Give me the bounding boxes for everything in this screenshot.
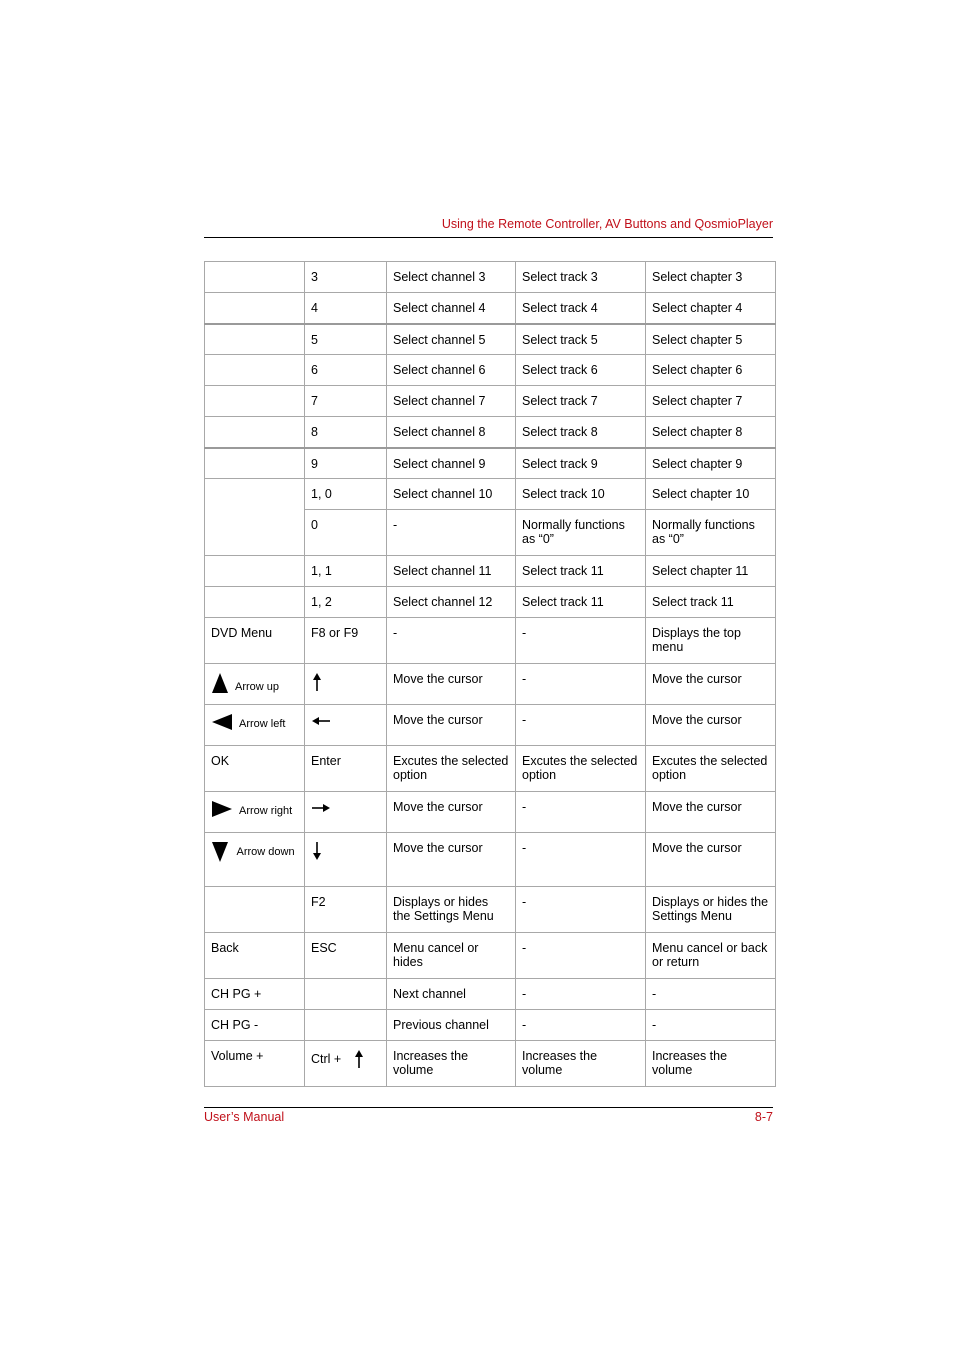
dvd-function-cell: Select chapter 7: [646, 386, 776, 417]
pc-key-cell: 8: [305, 417, 387, 448]
cd-function-cell: Select track 4: [516, 293, 646, 324]
dvd-function-cell: Move the cursor: [646, 792, 776, 833]
cd-function-cell: Select track 9: [516, 448, 646, 479]
pc-key-cell: 1, 0: [305, 479, 387, 510]
remote-button-cell: [205, 324, 305, 355]
pc-key-cell: 9: [305, 448, 387, 479]
remote-button-cell: OK: [205, 746, 305, 792]
pc-key-cell: 7: [305, 386, 387, 417]
tv-function-cell: Select channel 3: [387, 262, 516, 293]
dvd-function-cell: Move the cursor: [646, 833, 776, 887]
dvd-function-cell: Normally functions as “0”: [646, 510, 776, 556]
triangle-left-icon: [211, 713, 233, 731]
cd-function-cell: Select track 5: [516, 324, 646, 355]
remote-button-cell: [205, 355, 305, 386]
footer-manual-title: User’s Manual: [204, 1110, 285, 1124]
table-row: [205, 448, 776, 479]
tv-function-cell: Move the cursor: [387, 792, 516, 833]
dvd-function-cell: Select chapter 8: [646, 417, 776, 448]
cd-function-cell: Select track 3: [516, 262, 646, 293]
tv-function-cell: Select channel 11: [387, 556, 516, 587]
pc-key-cell: 3: [305, 262, 387, 293]
cd-function-cell: Select track 10: [516, 479, 646, 510]
table-row: [205, 1041, 776, 1087]
remote-button-cell: [205, 448, 305, 479]
tv-function-cell: Increases the volume: [387, 1041, 516, 1087]
cd-function-cell: -: [516, 705, 646, 746]
remote-button-cell: [205, 664, 305, 705]
remote-button-label: Arrow down: [236, 846, 295, 859]
cd-function-cell: Normally functions as “0”: [516, 510, 646, 556]
tv-function-cell: Select channel 6: [387, 355, 516, 386]
dvd-function-cell: Select chapter 9: [646, 448, 776, 479]
remote-button-cell: CH PG +: [205, 979, 305, 1010]
dvd-function-cell: Increases the volume: [646, 1041, 776, 1087]
cd-function-cell: -: [516, 933, 646, 979]
dvd-function-cell: Select chapter 3: [646, 262, 776, 293]
remote-button-cell: [205, 262, 305, 293]
tv-function-cell: Select channel 12: [387, 587, 516, 618]
cd-function-cell: Select track 11: [516, 587, 646, 618]
tv-function-cell: Select channel 5: [387, 324, 516, 355]
table-row: [205, 262, 776, 293]
tv-function-cell: Excutes the selected option: [387, 746, 516, 792]
remote-button-cell: [205, 792, 305, 833]
dvd-function-cell: -: [646, 979, 776, 1010]
remote-button-cell: [205, 833, 305, 887]
table-row: [205, 293, 776, 324]
table-row: [205, 933, 776, 979]
remote-button-label: Arrow right: [239, 805, 293, 817]
dvd-function-cell: Menu cancel or back or return: [646, 933, 776, 979]
table-row: [205, 979, 776, 1010]
remote-button-cell: [205, 887, 305, 933]
dvd-function-cell: Select chapter 10: [646, 479, 776, 510]
table-row: [205, 833, 776, 887]
remote-button-cell: DVD Menu: [205, 618, 305, 664]
pc-key-cell: 1, 2: [305, 587, 387, 618]
tv-function-cell: Select channel 4: [387, 293, 516, 324]
dvd-function-cell: Excutes the selected option: [646, 746, 776, 792]
table-row: [205, 618, 776, 664]
arrow-down-icon: [311, 841, 323, 861]
footer-rule: [204, 1107, 773, 1108]
pc-key-cell: [305, 792, 387, 833]
cd-function-cell: Excutes the selected option: [516, 746, 646, 792]
remote-button-cell: [205, 587, 305, 618]
tv-function-cell: Displays or hides the Settings Menu: [387, 887, 516, 933]
arrow-up-icon: [311, 672, 323, 692]
pc-key-cell: 6: [305, 355, 387, 386]
pc-key-cell: ESC: [305, 933, 387, 979]
triangle-up-icon: [211, 672, 229, 694]
dvd-function-cell: Select chapter 5: [646, 324, 776, 355]
cd-function-cell: -: [516, 887, 646, 933]
cd-function-cell: Select track 6: [516, 355, 646, 386]
table-row: [205, 705, 776, 746]
header-rule: [204, 237, 773, 238]
cd-function-cell: -: [516, 1010, 646, 1041]
table-row: [205, 792, 776, 833]
pc-key-cell: [305, 979, 387, 1010]
tv-function-cell: Select channel 8: [387, 417, 516, 448]
tv-function-cell: Move the cursor: [387, 705, 516, 746]
pc-key-cell: F2: [305, 887, 387, 933]
dvd-function-cell: Move the cursor: [646, 664, 776, 705]
table-row: [205, 386, 776, 417]
table-row: [205, 324, 776, 355]
dvd-function-cell: Select chapter 4: [646, 293, 776, 324]
pc-key-cell: 0: [305, 510, 387, 556]
table-row: [205, 479, 776, 510]
cd-function-cell: -: [516, 792, 646, 833]
tv-function-cell: Select channel 7: [387, 386, 516, 417]
tv-function-cell: -: [387, 618, 516, 664]
remote-button-cell: Back: [205, 933, 305, 979]
table-row: [205, 417, 776, 448]
tv-function-cell: Move the cursor: [387, 664, 516, 705]
remote-button-cell: Volume +: [205, 1041, 305, 1087]
table-row: [205, 887, 776, 933]
dvd-function-cell: Move the cursor: [646, 705, 776, 746]
tv-function-cell: -: [387, 510, 516, 556]
cd-function-cell: -: [516, 664, 646, 705]
pc-key-cell: Enter: [305, 746, 387, 792]
cd-function-cell: Select track 7: [516, 386, 646, 417]
cd-function-cell: -: [516, 618, 646, 664]
remote-button-label: Arrow up: [235, 681, 280, 693]
tv-function-cell: Next channel: [387, 979, 516, 1010]
dvd-function-cell: -: [646, 1010, 776, 1041]
tv-function-cell: Select channel 10: [387, 479, 516, 510]
triangle-right-icon: [211, 800, 233, 818]
table-row: [205, 746, 776, 792]
arrow-left-icon: [311, 715, 331, 727]
arrow-up-icon: [353, 1049, 365, 1069]
cd-function-cell: Select track 11: [516, 556, 646, 587]
table-row: [205, 556, 776, 587]
pc-key-cell: [305, 833, 387, 887]
cd-function-cell: -: [516, 833, 646, 887]
remote-button-cell: CH PG -: [205, 1010, 305, 1041]
table-row: [205, 355, 776, 386]
remote-button-cell: [205, 386, 305, 417]
triangle-down-icon: [211, 841, 229, 863]
cd-function-cell: -: [516, 979, 646, 1010]
tv-function-cell: Move the cursor: [387, 833, 516, 887]
remote-button-cell: [205, 293, 305, 324]
pc-key-cell: [305, 664, 387, 705]
arrow-right-icon: [311, 802, 331, 814]
tv-function-cell: Select channel 9: [387, 448, 516, 479]
remote-key-table: [204, 261, 776, 1087]
dvd-function-cell: Displays or hides the Settings Menu: [646, 887, 776, 933]
pc-key-label: Ctrl +: [311, 1052, 342, 1066]
page-header-title: Using the Remote Controller, AV Buttons and QosmioPlayer: [441, 217, 773, 231]
remote-button-cell: [205, 556, 305, 587]
remote-button-cell: [205, 705, 305, 746]
pc-key-cell: [305, 1010, 387, 1041]
pc-key-cell: 4: [305, 293, 387, 324]
pc-key-cell: F8 or F9: [305, 618, 387, 664]
table-row: [205, 1010, 776, 1041]
remote-button-cell: [205, 479, 305, 556]
dvd-function-cell: Select track 11: [646, 587, 776, 618]
pc-key-cell: [305, 705, 387, 746]
dvd-function-cell: Select chapter 11: [646, 556, 776, 587]
pc-key-cell: 5: [305, 324, 387, 355]
dvd-function-cell: Displays the top menu: [646, 618, 776, 664]
pc-key-cell: 1, 1: [305, 556, 387, 587]
remote-button-label: Arrow left: [239, 718, 286, 730]
remote-button-cell: [205, 417, 305, 448]
cd-function-cell: Select track 8: [516, 417, 646, 448]
cd-function-cell: Increases the volume: [516, 1041, 646, 1087]
dvd-function-cell: Select chapter 6: [646, 355, 776, 386]
tv-function-cell: Menu cancel or hides: [387, 933, 516, 979]
table-row: [205, 664, 776, 705]
page-number: 8-7: [754, 1110, 773, 1124]
table-row: [205, 587, 776, 618]
pc-key-cell: [305, 1041, 387, 1087]
tv-function-cell: Previous channel: [387, 1010, 516, 1041]
